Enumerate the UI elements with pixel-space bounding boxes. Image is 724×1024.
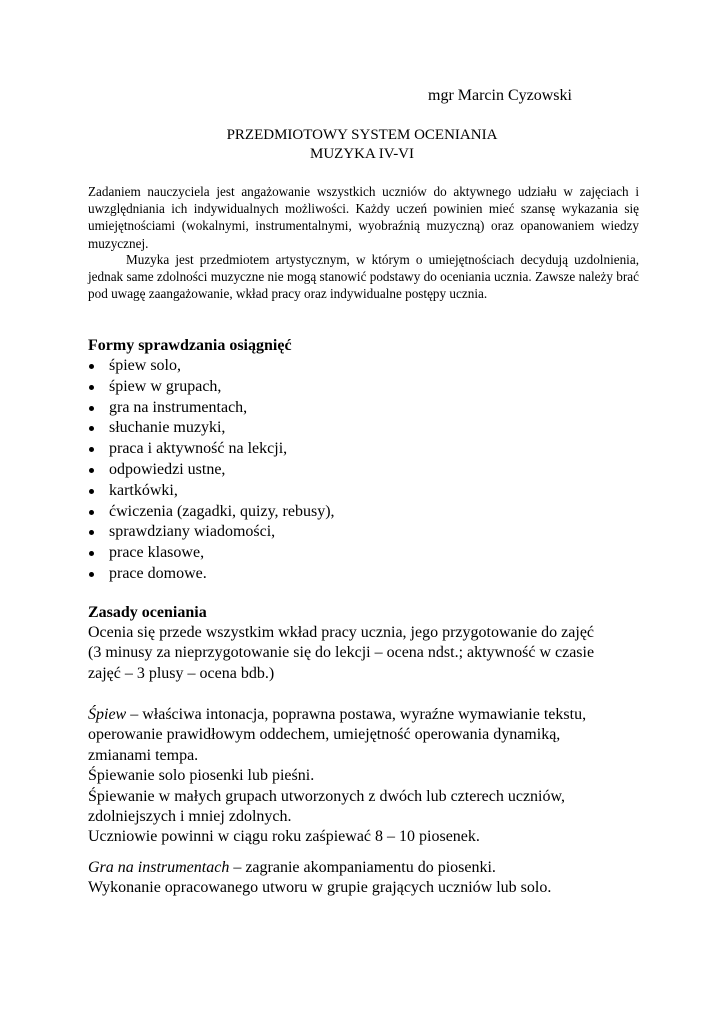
list-item-text: słuchanie muzyki,: [109, 419, 226, 437]
rules-paragraph: [88, 623, 594, 684]
bullet-icon: [89, 447, 94, 452]
singing-paragraph: [88, 705, 586, 848]
singing-line: operowanie prawidłowym oddechem, umiejętność operowania dynamiką,: [88, 726, 561, 744]
list-item: [88, 418, 335, 439]
bullet-icon: [89, 530, 94, 535]
instruments-paragraph: [88, 858, 551, 899]
bullet-icon: [89, 385, 94, 390]
bullet-icon: [89, 572, 94, 577]
singing-line: Śpiewanie w małych grupach utworzonych z dwóch lub czterech uczniów,: [88, 787, 566, 805]
document-title: PRZEDMIOTOWY SYSTEM OCENIANIA: [226, 127, 498, 143]
singing-definition: [88, 705, 586, 725]
bullet-icon: [89, 468, 94, 473]
list-item: [88, 439, 335, 460]
list-item: [88, 481, 335, 502]
instruments-line: Wykonanie opracowanego utworu w grupie grających uczniów lub solo.: [88, 879, 552, 897]
list-item: [88, 356, 335, 377]
list-item: [88, 398, 335, 419]
list-item-text: prace domowe.: [109, 564, 207, 582]
singing-line: zmianami tempa.: [88, 746, 199, 764]
rules-line: Ocenia się przede wszystkim wkład pracy ucznia, jego przygotowanie do zajęć: [88, 624, 595, 641]
list-item-text: sprawdziany wiadomości,: [109, 523, 276, 541]
bullet-icon: [89, 551, 94, 556]
author-name: mgr Marcin Cyzowski: [428, 87, 572, 104]
rules-line: zajęć – 3 plusy – ocena bdb.): [88, 664, 275, 682]
singing-line: Śpiewanie solo piosenki lub pieśni.: [88, 767, 315, 785]
list-item: [88, 522, 335, 543]
list-item-text: prace klasowe,: [109, 544, 205, 562]
instruments-definition: [88, 858, 551, 878]
list-item: [88, 460, 335, 481]
intro-paragraph: Zadaniem nauczyciela jest angażowanie wszystkich uczniów do aktywnego udziału w zajęciach i uwzględniania ich indywidualnych możliwości. Każdy uczeń powinien mieć szansę wykazania się umiejętnościami (wokalnymi, instrumentalnymi, wyobraźnią muzyczną) oraz opanowaniem wiedzy muzycznej.: [88, 184, 639, 251]
list-item-text: śpiew solo,: [109, 357, 181, 374]
singing-line: Uczniowie powinni w ciągu roku zaśpiewać 8 – 10 piosenek.: [88, 828, 480, 846]
document-subtitle: MUZYKA IV-VI: [309, 146, 415, 162]
list-item-text: odpowiedzi ustne,: [109, 460, 226, 478]
rules-heading: Zasady oceniania: [88, 604, 207, 621]
forms-heading: Formy sprawdzania osiągnięć: [88, 337, 292, 354]
list-item-text: gra na instrumentach,: [109, 398, 248, 416]
instruments-term: Gra na instrumentach: [88, 859, 230, 876]
singing-term: Śpiew: [88, 706, 127, 723]
intro-paragraph: Muzyka jest przedmiotem artystycznym, w którym o umiejętnościach decydują uzdolnienia, jednak same zdolności muzyczne nie mogą stanowić podstawy do oceniania ucznia. Zawsze należy brać pod uwagę zaangażowanie, wkład pracy oraz indywidualne postępy ucznia.: [88, 252, 639, 302]
singing-definition-text: – właściwa intonacja, poprawna postawa, wyraźne wymawianie tekstu,: [126, 706, 587, 723]
singing-line: zdolniejszych i mniej zdolnych.: [88, 808, 292, 826]
bullet-icon: [89, 364, 94, 369]
instruments-definition-text: – zagranie akompaniamentu do piosenki.: [229, 859, 496, 876]
list-item: [88, 564, 335, 585]
list-item: [88, 502, 335, 523]
list-item-text: ćwiczenia (zagadki, quizy, rebusy),: [109, 502, 335, 520]
bullet-icon: [89, 426, 94, 431]
assessment-forms-list: [88, 356, 335, 585]
list-item-text: śpiew w grupach,: [109, 377, 222, 395]
bullet-icon: [89, 510, 94, 515]
rules-line: (3 minusy za nieprzygotowanie się do lekcji – ocena ndst.; aktywność w czasie: [88, 644, 595, 662]
list-item-text: kartkówki,: [109, 481, 178, 499]
bullet-icon: [89, 489, 94, 494]
list-item: [88, 543, 335, 564]
list-item: [88, 377, 335, 398]
list-item-text: praca i aktywność na lekcji,: [109, 440, 288, 458]
bullet-icon: [89, 406, 94, 411]
